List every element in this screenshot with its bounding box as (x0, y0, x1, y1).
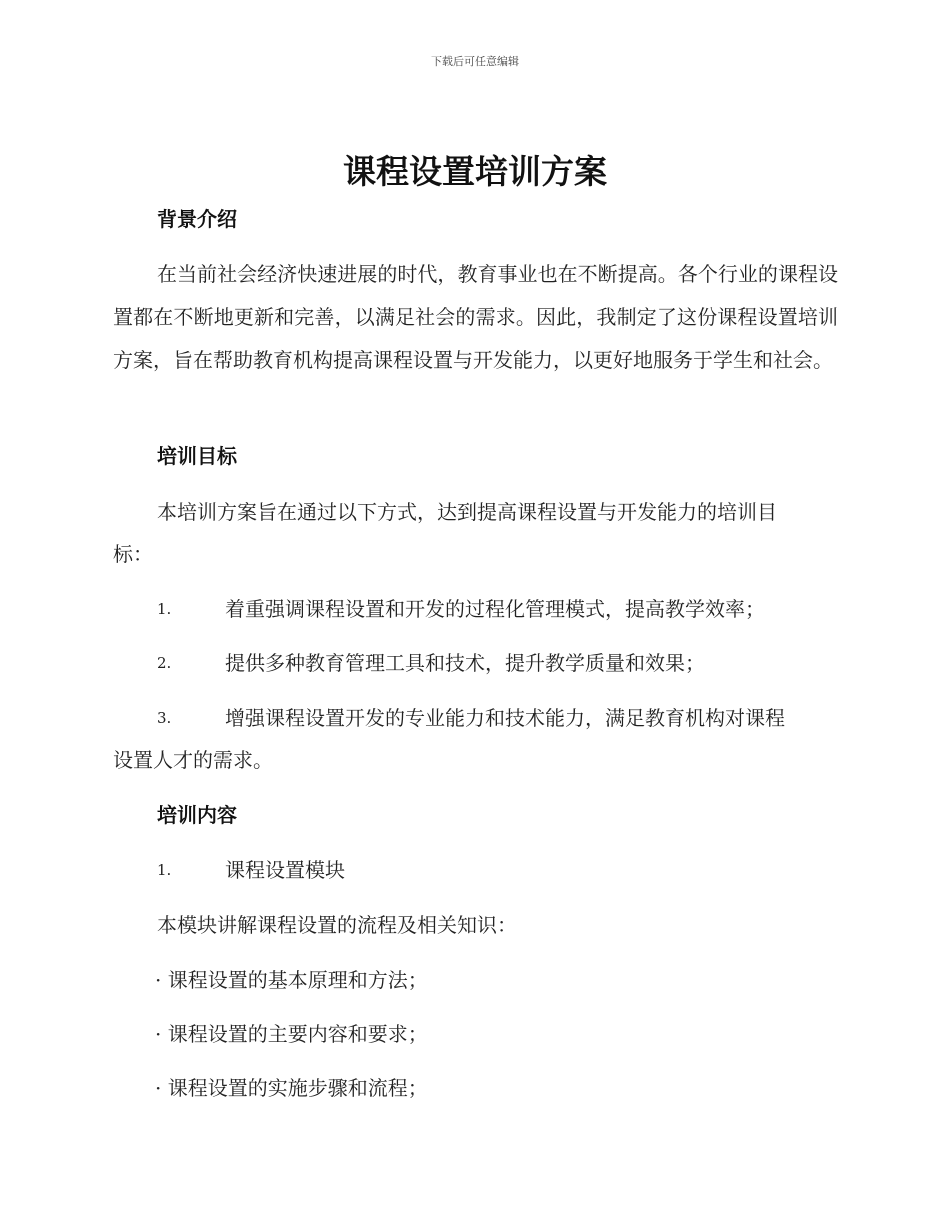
goal-item-number: 1. (157, 600, 172, 618)
goals-intro-line-1: 本培训方案旨在通过以下方式，达到提高课程设置与开发能力的培训目 (157, 500, 777, 524)
module-intro: 本模块讲解课程设置的流程及相关知识： (157, 913, 517, 937)
heading-content: 培训内容 (157, 803, 237, 827)
heading-background: 背景介绍 (157, 207, 237, 231)
goal-item-continuation: 设置人才的需求。 (113, 748, 273, 772)
bullet-item: · 课程设置的实施步骤和流程； (155, 1076, 428, 1100)
module-number: 1. (157, 861, 172, 879)
module-title: 课程设置模块 (225, 858, 345, 882)
heading-goals: 培训目标 (157, 444, 237, 468)
goal-item-text: 增强课程设置开发的专业能力和技术能力，满足教育机构对课程 (225, 706, 785, 730)
goal-item-number: 2. (157, 654, 172, 672)
goals-intro-line-2: 标： (113, 542, 153, 566)
bullet-item: · 课程设置的主要内容和要求； (155, 1022, 428, 1046)
page-header-note: 下载后可任意编辑 (431, 55, 519, 68)
document-title: 课程设置培训方案 (343, 152, 607, 191)
bullet-item: · 课程设置的基本原理和方法； (155, 968, 428, 992)
goal-item-text: 着重强调课程设置和开发的过程化管理模式，提高教学效率； (225, 597, 765, 621)
background-paragraph: 在当前社会经济快速进展的时代，教育事业也在不断提高。各个行业的课程设置都在不断地更新和完善，以满足社会的需求。因此，我制定了这份课程设置培训方案，旨在帮助教育机构提高课程设置与开发能力，以更好地服务于学生和社会。 (113, 262, 838, 372)
goal-item-number: 3. (157, 709, 172, 727)
goal-item-text: 提供多种教育管理工具和技术，提升教学质量和效果； (225, 651, 705, 675)
